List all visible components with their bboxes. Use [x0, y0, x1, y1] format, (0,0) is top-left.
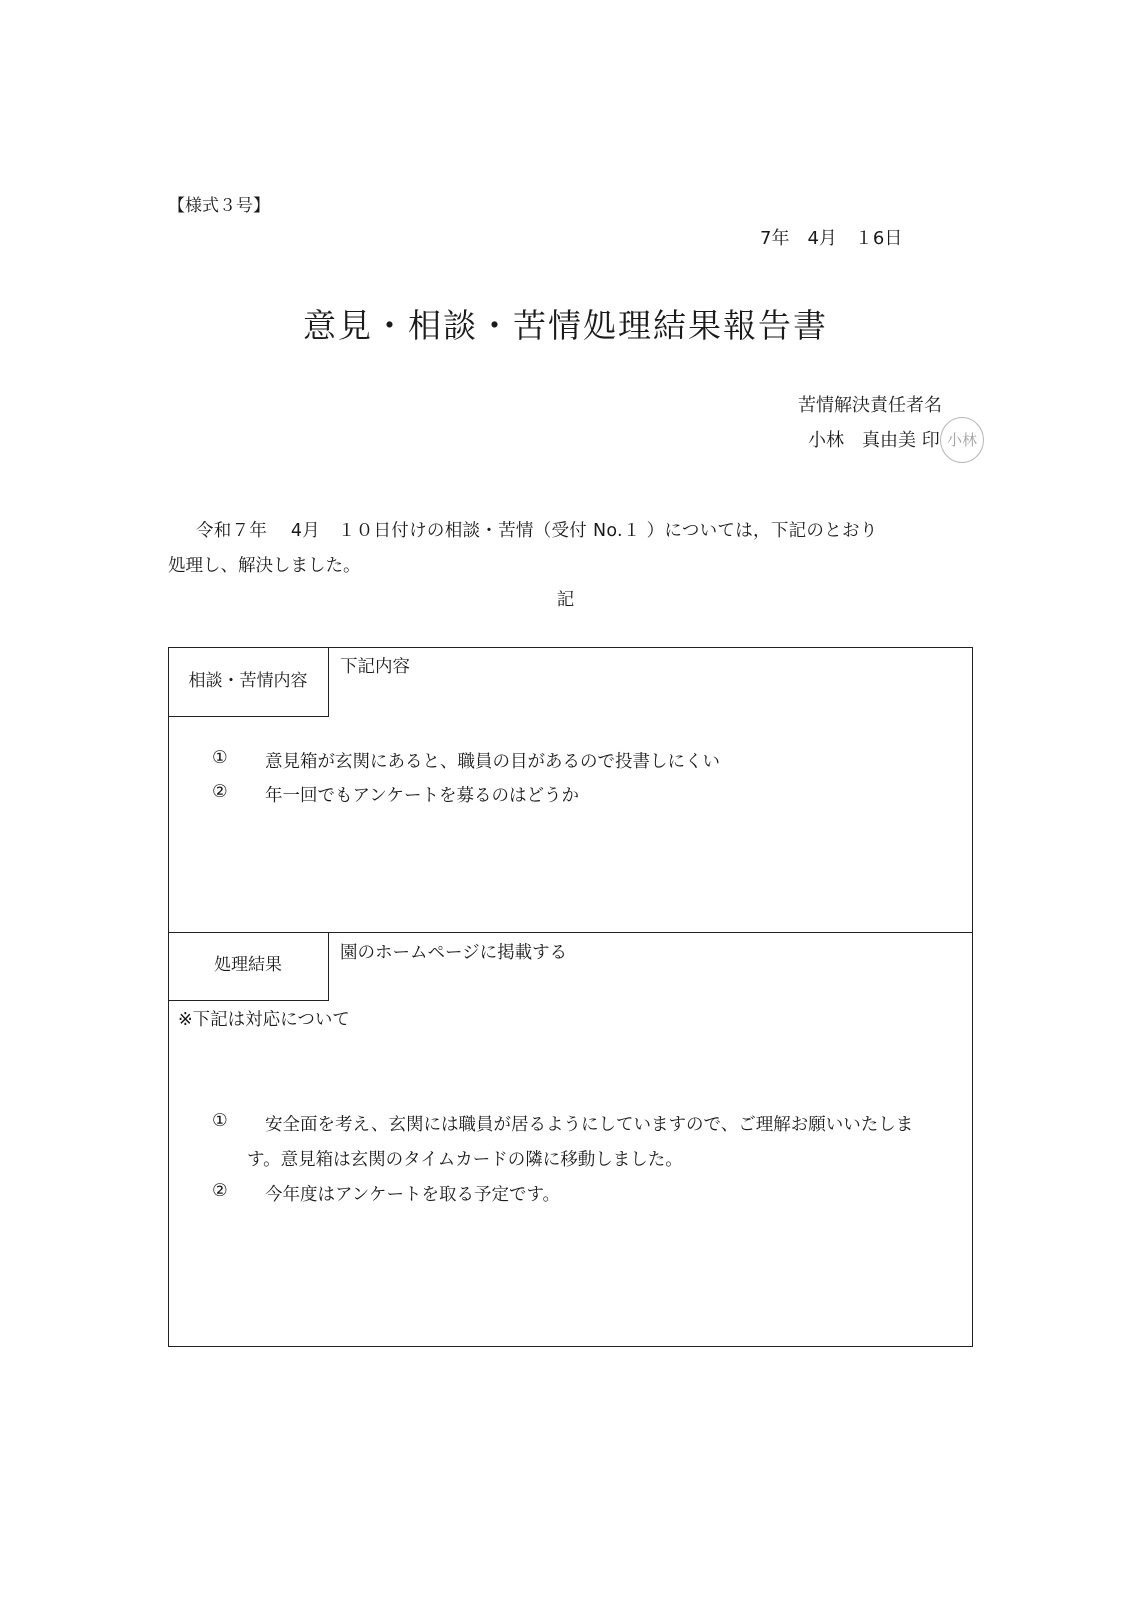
- intro-line-2: 処理し、解決しました。: [168, 556, 361, 576]
- content-item-1-marker: ①: [212, 748, 228, 768]
- content-heading: 下記内容: [340, 657, 410, 677]
- ki-marker: 記: [556, 590, 575, 610]
- content-item-2-marker: ②: [212, 782, 228, 802]
- responsible-name: 小林 真由美 印: [808, 430, 940, 451]
- content-item-1-text: 意見箱が玄関にあると、職員の目があるので投書しにくい: [265, 752, 720, 772]
- content-label: 相談・苦情内容: [168, 647, 329, 717]
- responsible-label: 苦情解決責任者名: [798, 395, 942, 416]
- result-note: ※下記は対応について: [178, 1010, 350, 1030]
- seal-stamp: 小林: [940, 417, 984, 463]
- content-item-2-text: 年一回でもアンケートを募るのはどうか: [265, 786, 579, 806]
- result-heading: 園のホームページに掲載する: [340, 943, 568, 963]
- result-item-1-continuation: す。意見箱は玄関のタイムカードの隣に移動しました。: [247, 1150, 683, 1170]
- result-item-1-text: 安全面を考え、玄関には職員が居るようにしていますので、ご理解お願いいたしま: [265, 1115, 914, 1135]
- report-date: 7年 4月 １6日: [760, 228, 903, 249]
- document-title: 意見・相談・苦情処理結果報告書: [303, 306, 828, 345]
- form-number: 【様式３号】: [168, 196, 270, 216]
- intro-line-1: 令和７年 4月 １０日付けの相談・苦情（受付 No.１ ）については，下記のとおり: [196, 521, 878, 541]
- result-item-2-text: 今年度はアンケートを取る予定です。: [265, 1185, 561, 1205]
- result-item-2-marker: ②: [212, 1181, 228, 1201]
- result-label: 処理結果: [168, 932, 329, 1001]
- result-item-1-marker: ①: [212, 1111, 228, 1131]
